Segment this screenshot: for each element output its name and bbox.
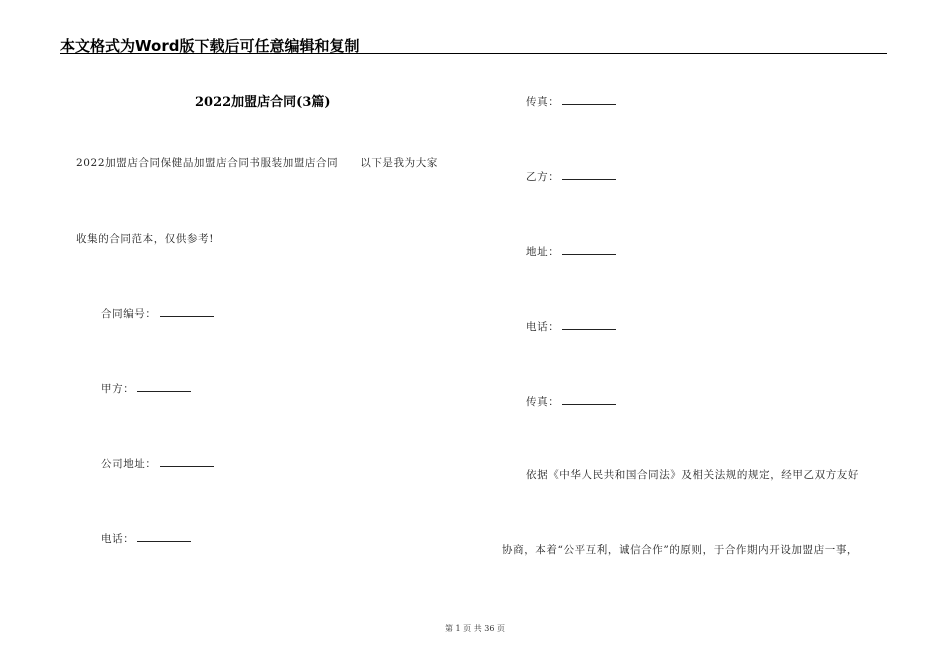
party-a-label: 甲方： (101, 383, 135, 395)
party-b-field (526, 168, 616, 184)
company-address-blank (160, 455, 214, 467)
party-b-phone-field (526, 318, 616, 334)
party-a-phone-field (101, 530, 191, 546)
contract-number-label: 合同编号： (101, 308, 157, 320)
intro-line-1-a: 2022加盟店合同保健品加盟店合同书服装加盟店合同 (76, 157, 339, 169)
party-a-fax-blank (562, 93, 616, 105)
contract-number-field (101, 305, 214, 321)
party-a-phone-blank (137, 530, 191, 542)
party-b-address-label: 地址： (526, 246, 560, 258)
party-b-fax-field (526, 393, 616, 409)
party-b-address-blank (562, 243, 616, 255)
party-b-address-field (526, 243, 616, 259)
page-footer: 第 1 页 共 36 页 (445, 624, 505, 633)
party-a-phone-label: 电话： (101, 533, 135, 545)
party-b-phone-blank (562, 318, 616, 330)
party-b-phone-label: 电话： (526, 321, 560, 333)
header-divider (60, 53, 887, 54)
contract-number-blank (160, 305, 214, 317)
company-address-field (101, 455, 214, 471)
party-b-fax-blank (562, 393, 616, 405)
intro-line-1-b: 以下是我为大家 (360, 157, 438, 169)
party-a-fax-label: 传真： (526, 96, 560, 108)
document-header: 本文格式为Word版下载后可任意编辑和复制 (60, 37, 360, 55)
body-paragraph-line-1: 依据《中华人民共和国合同法》及相关法规的规定，经甲乙双方友好 (526, 469, 859, 481)
body-paragraph-line-2: 协商，本着“公平互利，诚信合作”的原则，于合作期内开设加盟店一事， (502, 544, 859, 556)
party-a-field (101, 380, 191, 396)
party-b-blank (562, 168, 616, 180)
party-a-fax-field (526, 93, 616, 109)
party-b-fax-label: 传真： (526, 396, 560, 408)
party-b-label: 乙方： (526, 171, 560, 183)
intro-line-2: 收集的合同范本，仅供参考! (76, 233, 215, 245)
company-address-label: 公司地址： (101, 458, 157, 470)
party-a-blank (137, 380, 191, 392)
document-title: 2022加盟店合同(3篇) (195, 95, 331, 110)
intro-line-1 (76, 155, 438, 170)
